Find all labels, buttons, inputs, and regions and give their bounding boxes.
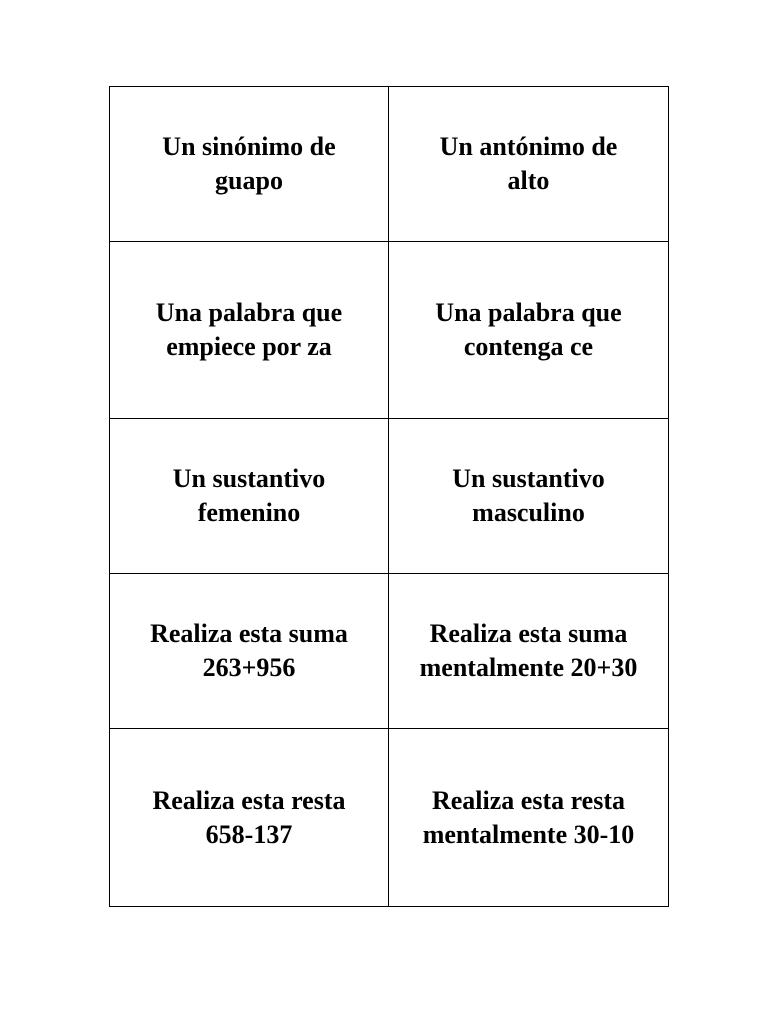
card-synonym-guapo: [110, 87, 389, 242]
card-text: Un sustantivo masculino: [452, 464, 605, 527]
card-text: Una palabra que empiece por za: [155, 298, 343, 361]
card-feminine-noun: [110, 419, 389, 574]
card-text: Un sinónimo de guapo: [162, 132, 336, 195]
card-word-contains-ce: [389, 242, 668, 419]
card-antonym-alto: [389, 87, 668, 242]
card-subtraction-written: [110, 729, 389, 906]
card-masculine-noun: [389, 419, 668, 574]
card-text: Una palabra que contenga ce: [435, 298, 622, 361]
card-text: Un antónimo de alto: [439, 132, 618, 195]
card-subtraction-mental: [389, 729, 668, 906]
card-text: Realiza esta resta 658-137: [152, 785, 346, 849]
card-grid: [109, 86, 669, 907]
card-text: Un sustantivo femenino: [172, 464, 326, 527]
card-text: Realiza esta resta mentalmente 30-10: [422, 785, 635, 849]
card-text: Realiza esta suma mentalmente 20+30: [419, 619, 638, 682]
card-text: Realiza esta suma 263+956: [150, 619, 348, 682]
card-word-starts-za: [110, 242, 389, 419]
card-sum-written: [110, 574, 389, 729]
card-sum-mental: [389, 574, 668, 729]
